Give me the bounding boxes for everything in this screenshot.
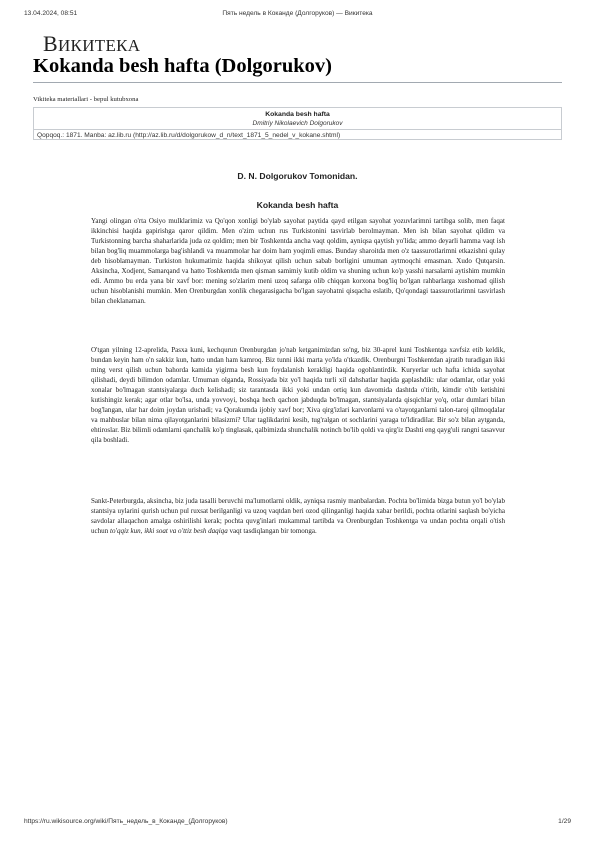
print-footer [24,818,571,830]
author-link[interactable]: Dmitriy Nikolaevich Dolgorukov [252,120,343,127]
body-paragraph-3 [91,496,505,536]
print-header [24,10,571,22]
page-title: Kokanda besh hafta (Dolgorukov) [33,55,562,83]
paragraph-3-text-end: vaqt tasdiqlangan bir tomonga. [227,527,317,536]
work-header-main [34,108,561,130]
body-paragraph-2: O'tgan yilning 12-aprelida, Pasxa kuni, kechqurun Orenburgdan jo'nab ketganimizdan so'ng, biz 30-aprel kuni Toshkentga xavfsiz etib keldik, bundan keyin ham o'n sakkiz kun, hatto undan ham kamroq. Biz tunni ikki marta yo'lda o'tkazdik. Orenburgni Toshkentdan ajratib turadigan ikki ming verst qilish uchun bahorda kamida yigirma besh kun foydalanish kerakligi haqida ogohlantirdik. Kuryerlar uch hafta ichida sayohat qilishadi, deydi bilimdon odamlar. Umuman olganda, Rossiyada biz yo'l haqida turli xil dahshatlar haqida gaplashdik: ular odamlar, otlar yoki xonalar bo'lmagan stantsiyalarga duch kelishadi; siz tarantasda ikki yoki undan ortiq kun davomida dashtda o'tirib, kimdir o'tib ketishini kutishingiz kerak; agar otlar bo'lsa, unda yovvoyi, boshqa hech qachon jabduqda bo'lmagan, stantsiyalarda qisqichlar yo'q, otlar dumlari bilan bog'langan, ular har doim joydan urishadi; va Qorakumda ijobiy xavf bor; Xiva qirg'izlari karvonlarni va o'tayotganlarni talon-taroj qilmoqdalar va mahbuslar bilan nima qilayotganlarini bilasizmi? Ular taglikdarini kesib, tug'ralgan ot sochlarini yaraga to'ldiradilar. Bir so'z bilan aytganda, ehtiroslar. Biz bilimli odamlarni qanchalik ko'p tinglasak, qalbimizda shunchalik notinch bo'lib qoldi va qirg'iz Dashti eng qayg'uli rangni tasavvur qila boshladi. [91,346,505,445]
work-header-box [33,107,562,140]
paragraph-3-italic-phrase: to'qqiz kun, ikki soat va o'ttiz besh daqiqa [110,527,228,536]
body-paragraph-1: Yangi olingan o'rta Osiyo mulklarimiz va Qo'qon xonligi bo'ylab sayohat paytida qayd etilgan sayohat yozuvlarimni tartibga solib, men faqat ikkinchisi haqida gapirishga qaror qildim. Men o'zim uchun rus Turkistonini tasvirlab berolmayman. Men ish bilan sayohat qildim va Turkistonning barcha shaharlarida juda oz qoldim; men bir Toshkentda ancha vaqt qoldim, ayniqsa qaytish yo'lida; ammo deyarli hamma vaqt ish bilan bog'liq muammolarga bag'ishlandi va muammolar har doim ham yoqimli emas. Bunday sharoitda men o'z taassurotlarimni etkazishni qulay deb hisoblamayman. Turkiston hukumatimiz haqida shikoyat qilish uchun sabab borligini umuman aytmoqchi emasman. Xudo Qutqarsin. Aksincha, Xodjent, Samarqand va hatto Toshkentda men qisman samimiy kutib oldim va shuning uchun ko'p yasshi narsalarni aytishim mumkin edi. Ammo bu erda yana bir xavf bor: mening so'zlarim meni uzoq safarga olib chiqqan korxona bog'liq bo'lgan rahbarlarga xushomad qilish uchun hisoblanishi mumkin. Men Orenburgdan xonlik chegarasigacha bo'lgan sayohatni qisqacha eslatib, Qo'qondagi taassurotlarimni tasvirlash bilan cheklanaman. [91,217,505,306]
site-tagline: Vikiteka materiallari - bepul kutubxona [33,96,139,103]
paragraph-3-text-start: Sankt-Peterburgda, aksincha, biz juda tasalli beruvchi ma'lumotlarni oldik, ayniqsa rasmiy manbalardan. Pochta bo'limida bizga butun yo'l bo'ylab stantsiya uylarini qurish uchun pul ruxsat berilganligi va uzoq vaqtdan beri ozod qilinganligi haqida xabar berildi, pochta otlarini saqlash bo'yicha savdolar allaqachon amalga oshirilishi kerak; pochta quvg'inlari mukammal tartibda va Orenburgdan Toshkentga va undan pochta orqali o'tish uchun [91,497,505,536]
work-title: Kokanda besh hafta [265,111,330,118]
print-datetime: 13.04.2024, 08:51 [24,10,78,17]
site-logo-text: ВИКИТЕКА [43,31,141,56]
work-source-line: Qopqoq.: 1871. Manba: az.lib.ru (http://az.lib.ru/d/dolgorukow_d_n/text_1871_5_nedel_v_kokane.shtml) [37,132,341,139]
print-url: https://ru.wikisource.org/wiki/Пять_недель_в_Коканде_(Долгоруков) [24,818,228,825]
wikisource-logo-link[interactable] [43,31,140,57]
section-title: Kokanda besh hafta [256,200,339,210]
print-page-counter: 1/29 [558,818,571,825]
article-byline: D. N. Dolgorukov Tomonidan. [237,171,358,181]
print-document-title: Пять недель в Коканде (Долгоруков) — Викитека [222,10,373,17]
